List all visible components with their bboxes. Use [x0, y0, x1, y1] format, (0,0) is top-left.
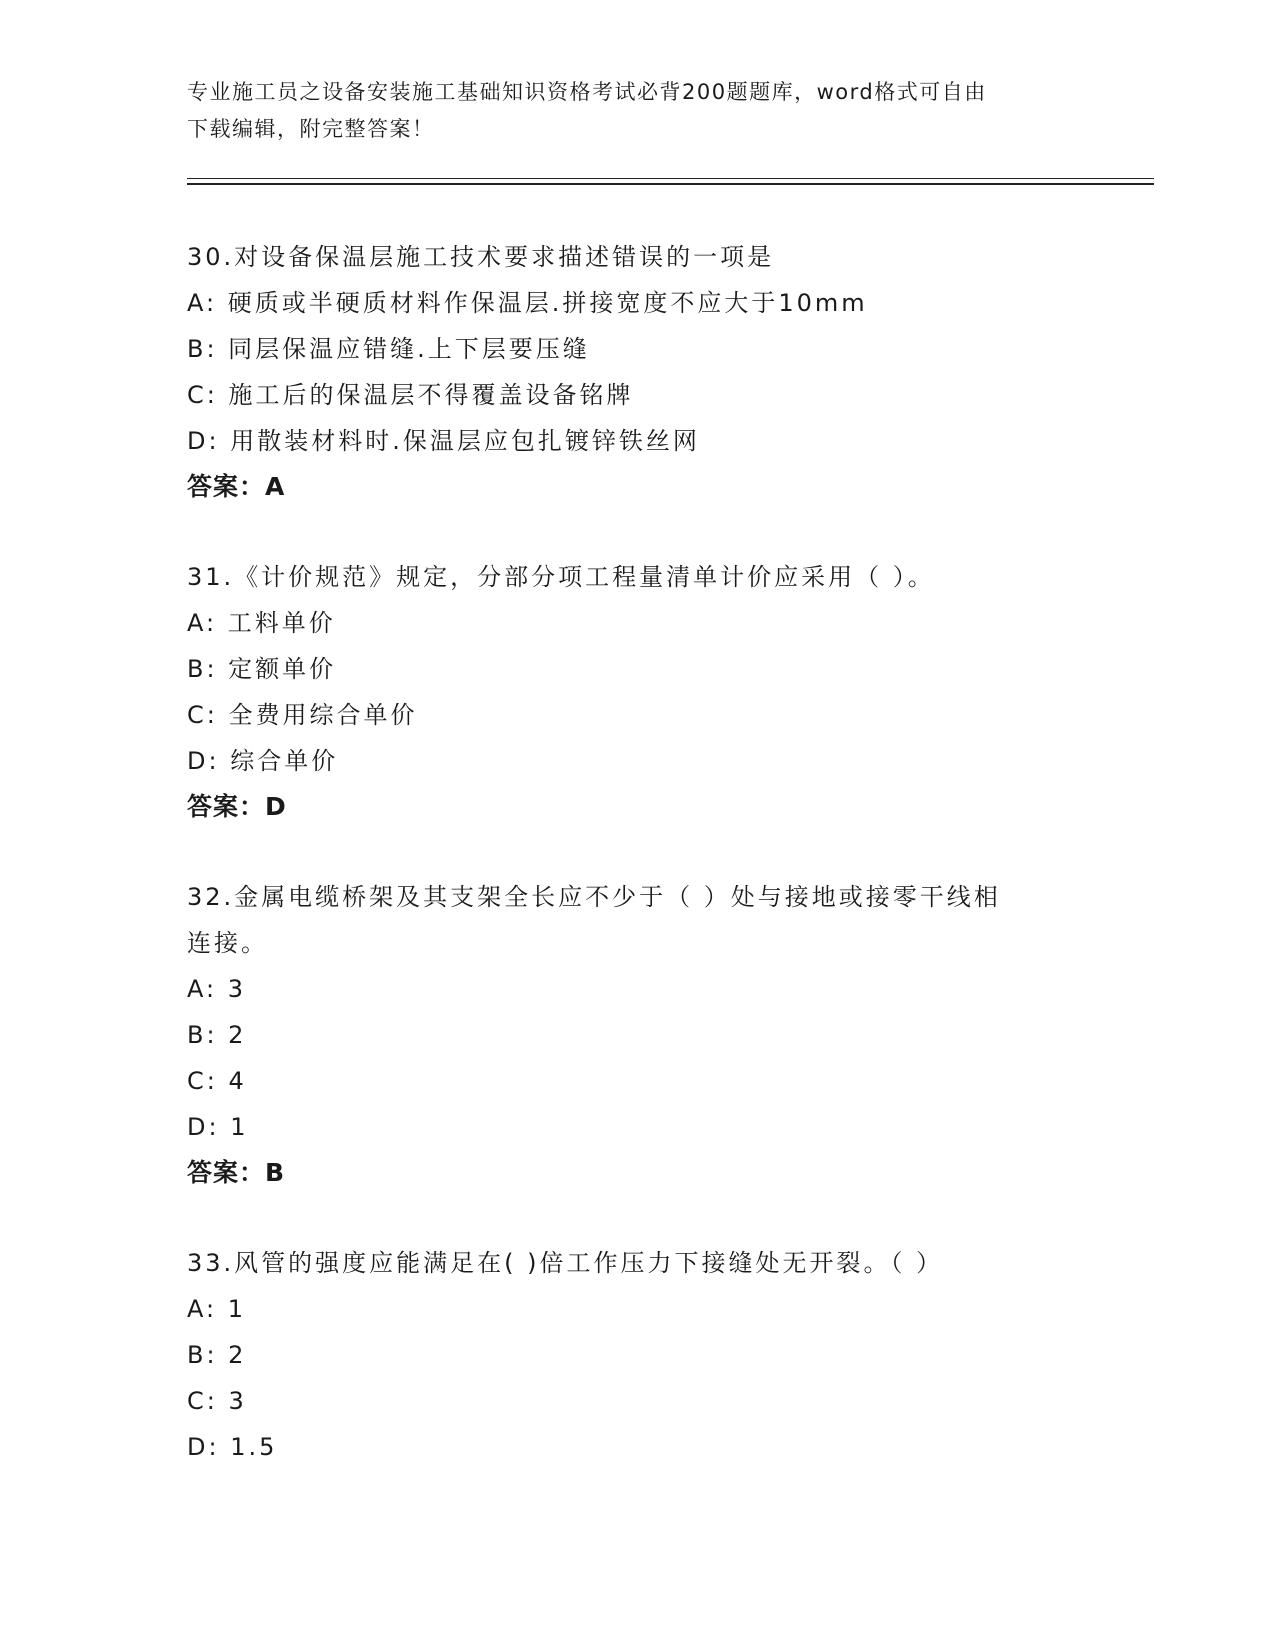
- question-stem-continued: 连接。: [187, 929, 268, 957]
- question-stem: 31.《计价规范》规定，分部分项工程量清单计价应采用（ ）。: [187, 563, 935, 591]
- question-stem: 33.风管的强度应能满足在( )倍工作压力下接缝处无开裂。（ ）: [187, 1249, 944, 1277]
- answer: 答案：B: [187, 1158, 286, 1187]
- question-stem: 32.金属电缆桥架及其支架全长应不少于（ ）处与接地或接零干线相: [187, 883, 1001, 911]
- question-30: [187, 234, 1087, 510]
- option-c: C: 全费用综合单价: [187, 701, 418, 729]
- header-divider-thick: [187, 183, 1154, 185]
- option-d: D: 1: [187, 1113, 249, 1141]
- answer: 答案：D: [187, 792, 287, 821]
- header-divider-thin: [187, 178, 1154, 179]
- option-b: B: 同层保温应错缝.上下层要压缝: [187, 335, 590, 363]
- option-a: A: 3: [187, 975, 246, 1003]
- option-b: B: 2: [187, 1021, 247, 1049]
- header-line-2: 下载编辑，附完整答案！: [187, 117, 435, 141]
- question-stem: 30.对设备保温层施工技术要求描述错误的一项是: [187, 243, 775, 271]
- option-b: B: 2: [187, 1341, 247, 1369]
- option-c: C: 3: [187, 1387, 247, 1415]
- question-32: [187, 874, 1087, 1196]
- option-d: D: 综合单价: [187, 747, 339, 775]
- question-31: [187, 554, 1087, 830]
- option-b: B: 定额单价: [187, 655, 337, 683]
- option-d: D: 用散装材料时.保温层应包扎镀锌铁丝网: [187, 427, 700, 455]
- option-a: A: 1: [187, 1295, 246, 1323]
- option-d: D: 1.5: [187, 1433, 278, 1461]
- header-line-1: 专业施工员之设备安装施工基础知识资格考试必背200题题库，word格式可自由: [187, 80, 987, 104]
- option-c: C: 施工后的保温层不得覆盖设备铭牌: [187, 381, 634, 409]
- option-a: A: 工料单价: [187, 609, 336, 637]
- question-33: [187, 1240, 1087, 1470]
- option-c: C: 4: [187, 1067, 247, 1095]
- option-a: A: 硬质或半硬质材料作保温层.拼接宽度不应大于10mm: [187, 289, 868, 317]
- answer: 答案：A: [187, 472, 286, 501]
- document-header: [187, 74, 1087, 148]
